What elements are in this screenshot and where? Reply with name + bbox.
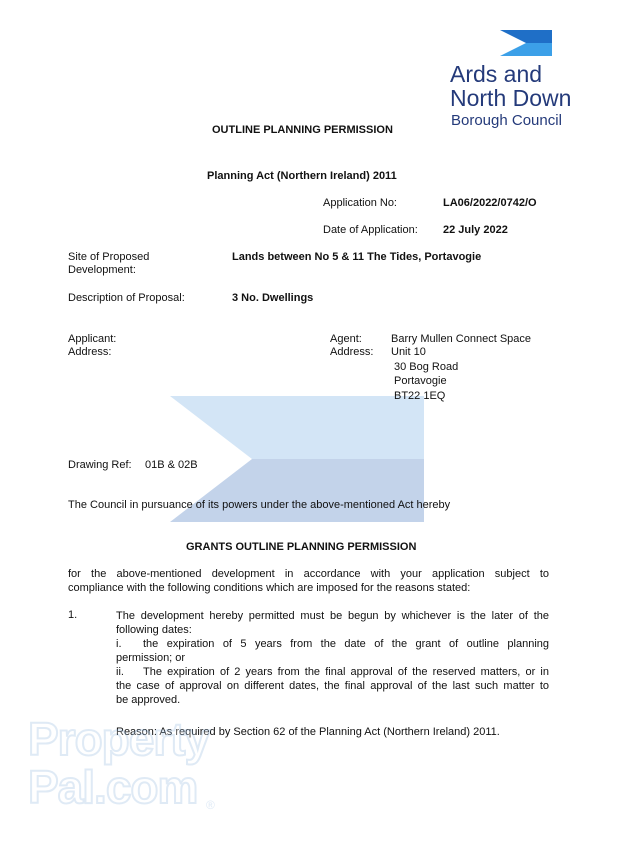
subitem-number: i. [116, 638, 122, 650]
logo-chevron-icon [500, 30, 552, 56]
site-label-line1: Site of Proposed [68, 251, 150, 263]
condition-line: permission; or [116, 652, 186, 664]
condition-line: The development hereby permitted must be begun by whichever is the later of the [116, 610, 549, 622]
agent-address-line: Portavogie [394, 375, 447, 387]
grant-paragraph [68, 567, 549, 595]
applicant-label: Applicant: [68, 333, 117, 345]
council-logo [448, 28, 598, 133]
watermark-line-1: Property [28, 713, 210, 765]
application-no-label: Application No: [323, 197, 397, 209]
grant-text-line: for the above-mentioned development in accordance with your application subject to [68, 568, 549, 580]
watermark-registered-mark: ® [206, 798, 215, 812]
condition-line: the case of approval on different dates, the final approval of the last such matter to [116, 680, 549, 692]
subitem-text: The expiration of 2 years from the final approval of the reserved matters, or in [143, 666, 549, 678]
subitem-text: the expiration of 5 years from the date of the grant of outline planning [143, 638, 549, 650]
agent-address-line: Unit 10 [391, 346, 426, 358]
application-no-value: LA06/2022/0742/O [443, 197, 537, 209]
condition-number: 1. [68, 609, 78, 621]
applicant-address-label: Address: [68, 346, 112, 358]
drawing-ref-label: Drawing Ref: [68, 459, 132, 471]
condition-line: following dates: [116, 624, 192, 636]
site-value: Lands between No 5 & 11 The Tides, Portavogie [232, 251, 482, 263]
agent-address-line: BT22 1EQ [394, 390, 446, 402]
site-label-line2: Development: [68, 264, 136, 276]
grant-heading: GRANTS OUTLINE PLANNING PERMISSION [186, 541, 417, 553]
document-title: OUTLINE PLANNING PERMISSION [212, 124, 393, 136]
drawing-ref-value: 01B & 02B [145, 459, 198, 471]
date-value: 22 July 2022 [443, 224, 508, 236]
agent-label: Agent: [330, 333, 362, 345]
propertypal-watermark [28, 712, 248, 822]
condition-subitem [116, 665, 549, 679]
description-value: 3 No. Dwellings [232, 292, 314, 304]
condition-body [116, 609, 549, 707]
grant-text-line: compliance with the following conditions which are imposed for the reasons stated: [68, 582, 471, 594]
logo-line-3: Borough Council [451, 112, 562, 129]
agent-address-line: 30 Bog Road [394, 361, 459, 373]
watermark-line-2: Pal.com [28, 761, 198, 813]
condition-line: be approved. [116, 694, 181, 706]
subitem-number: ii. [116, 666, 124, 678]
logo-line-2: North Down [450, 85, 572, 111]
agent-address-label: Address: [330, 346, 374, 358]
condition-reason: Reason: As required by Section 62 of the Planning Act (Northern Ireland) 2011. [116, 726, 500, 738]
agent-name: Barry Mullen Connect Space [391, 333, 532, 345]
date-label: Date of Application: [323, 224, 418, 236]
act-title: Planning Act (Northern Ireland) 2011 [207, 170, 397, 182]
description-label: Description of Proposal: [68, 292, 185, 304]
intro-text: The Council in pursuance of its powers under the above-mentioned Act hereby [68, 499, 451, 511]
logo-line-1: Ards and [450, 61, 543, 87]
condition-subitem [116, 637, 549, 651]
